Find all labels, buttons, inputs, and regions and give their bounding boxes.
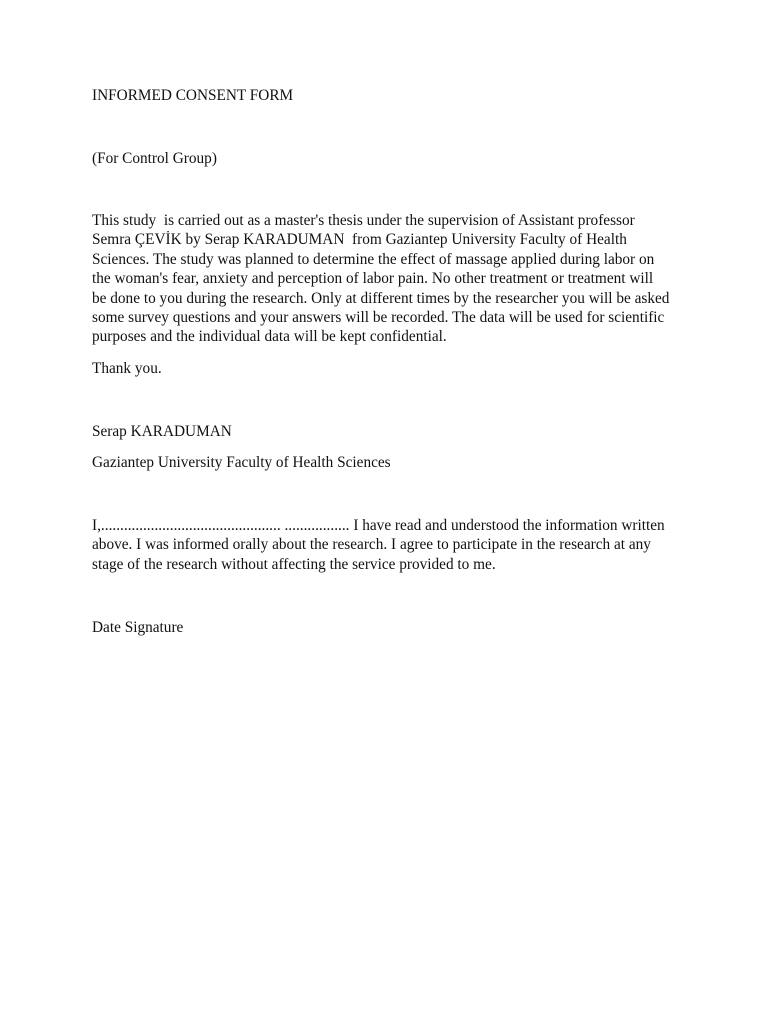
researcher-name: Serap KARADUMAN: [92, 423, 232, 440]
intro-line: be done to you during the research. Only at different times by the researcher you will be asked: [92, 289, 670, 307]
thanks-text: Thank you.: [92, 360, 162, 377]
date-signature-line: Date Signature: [92, 619, 184, 636]
document-subtitle: (For Control Group): [92, 150, 217, 167]
intro-line: the woman's fear, anxiety and perception of labor pain. No other treatment or treatment will: [92, 270, 654, 288]
intro-paragraph: [92, 211, 684, 347]
intro-line: This study is carried out as a master's thesis under the supervision of Assistant professor: [92, 212, 635, 229]
consent-line: stage of the research without affecting the service provided to me.: [92, 555, 496, 573]
intro-line: purposes and the individual data will be kept confidential.: [92, 328, 447, 346]
institution-name: Gaziantep University Faculty of Health Sciences: [92, 454, 391, 471]
consent-line: I,............................................... ................. I have read and understood the information written: [92, 517, 665, 534]
intro-line: some survey questions and your answers will be recorded. The data will be used for scientific: [92, 309, 665, 327]
intro-line: Sciences. The study was planned to determine the effect of massage applied during labor on: [92, 250, 655, 268]
intro-line: Semra ÇEVİK by Serap KARADUMAN from Gaziantep University Faculty of Health: [92, 231, 627, 249]
consent-line: above. I was informed orally about the research. I agree to participate in the research at any: [92, 536, 651, 554]
document-title: INFORMED CONSENT FORM: [92, 87, 294, 104]
consent-paragraph: [92, 516, 684, 574]
